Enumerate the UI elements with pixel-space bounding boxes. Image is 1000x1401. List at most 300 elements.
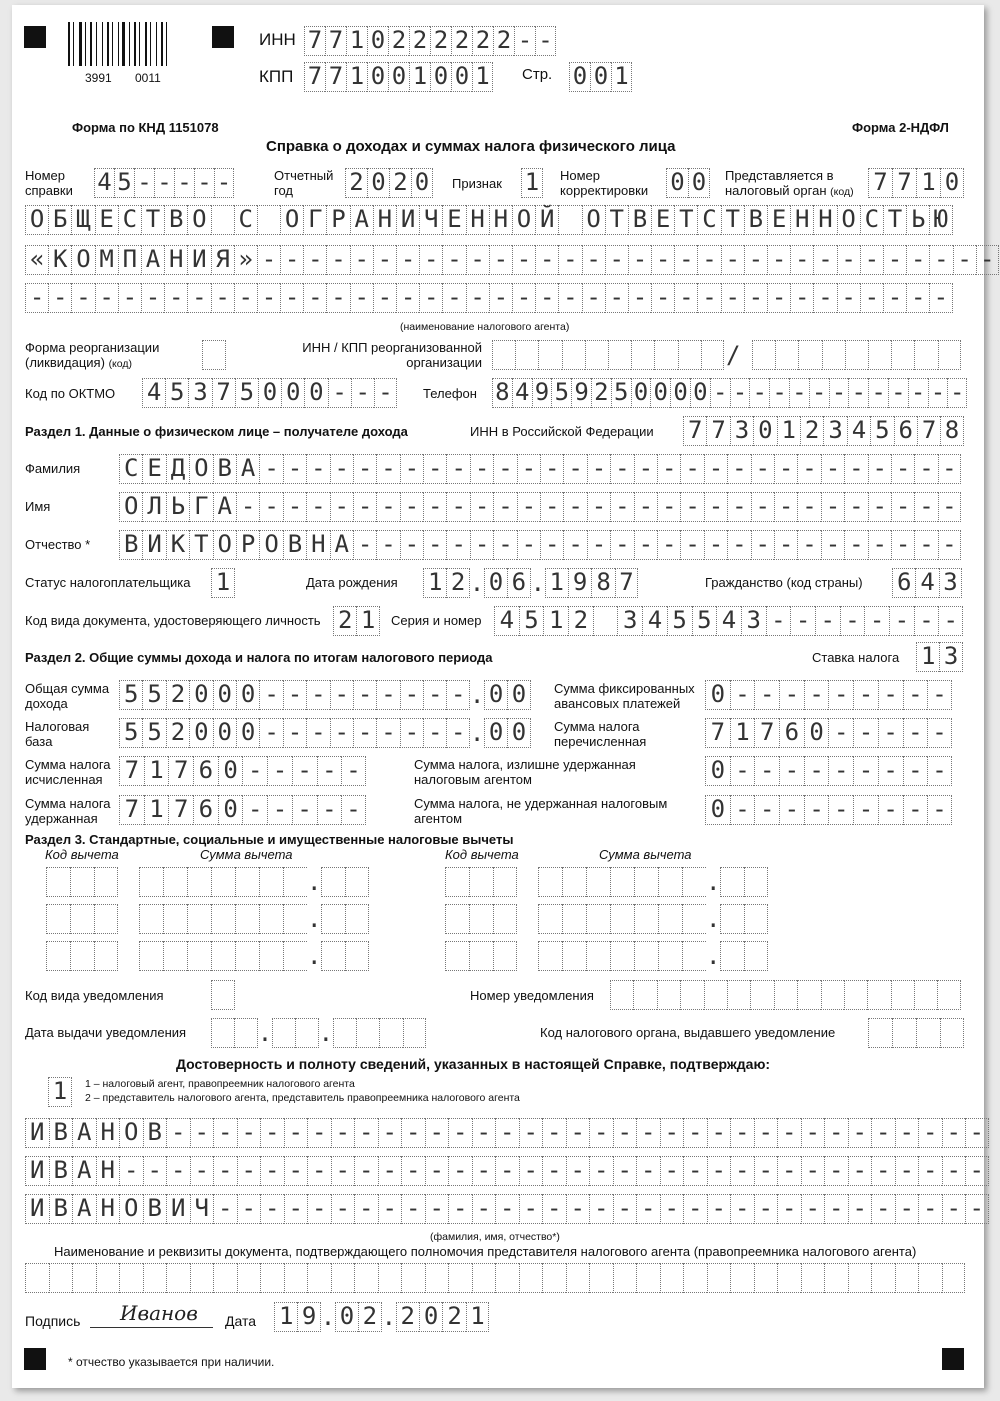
char-cell[interactable]: - xyxy=(446,454,469,484)
char-cell[interactable]: - xyxy=(828,718,853,748)
char-cell[interactable]: - xyxy=(259,492,282,522)
char-cell[interactable]: - xyxy=(844,492,867,522)
char-cell[interactable]: - xyxy=(376,492,399,522)
char-cell[interactable]: Н xyxy=(96,1118,120,1148)
empty-cell[interactable] xyxy=(295,1018,318,1048)
char-cell[interactable]: И xyxy=(166,1194,190,1224)
char-cell[interactable]: - xyxy=(519,1156,543,1186)
char-cell[interactable]: Ч xyxy=(190,1194,214,1224)
char-cell[interactable]: - xyxy=(517,454,540,484)
empty-cell[interactable] xyxy=(727,980,750,1010)
deduction-sum-field[interactable] xyxy=(538,941,768,971)
char-cell[interactable]: П xyxy=(118,245,141,275)
char-cell[interactable]: - xyxy=(674,245,697,275)
char-cell[interactable]: А xyxy=(330,530,353,560)
char-cell[interactable]: - xyxy=(423,530,446,560)
char-cell[interactable]: И xyxy=(187,245,210,275)
char-cell[interactable]: - xyxy=(242,756,267,786)
char-cell[interactable]: - xyxy=(512,283,535,313)
char-cell[interactable]: Ч xyxy=(419,205,442,235)
char-cell[interactable] xyxy=(257,205,280,235)
char-cell[interactable]: 5 xyxy=(611,378,631,408)
char-cell[interactable]: - xyxy=(868,530,891,560)
empty-cell[interactable] xyxy=(211,941,235,971)
char-cell[interactable]: Е xyxy=(142,454,165,484)
char-cell[interactable]: - xyxy=(259,454,282,484)
empty-cell[interactable] xyxy=(658,904,682,934)
char-cell[interactable]: - xyxy=(813,283,836,313)
char-cell[interactable]: 7 xyxy=(119,756,144,786)
char-cell[interactable]: - xyxy=(938,454,961,484)
agent-name-line-1[interactable] xyxy=(25,205,953,235)
char-cell[interactable]: - xyxy=(767,283,790,313)
char-cell[interactable]: - xyxy=(660,1194,684,1224)
char-cell[interactable]: - xyxy=(214,168,234,198)
char-cell[interactable]: 0 xyxy=(507,718,530,748)
char-cell[interactable]: 4 xyxy=(142,378,165,408)
char-cell[interactable]: - xyxy=(542,1194,566,1224)
char-cell[interactable]: 7 xyxy=(706,416,729,446)
empty-cell[interactable] xyxy=(631,340,654,370)
char-cell[interactable]: - xyxy=(828,680,853,710)
char-cell[interactable]: - xyxy=(871,1118,895,1148)
char-cell[interactable]: 0 xyxy=(484,568,507,598)
char-cell[interactable]: О xyxy=(259,530,282,560)
char-cell[interactable]: 4 xyxy=(512,378,532,408)
char-cell[interactable]: - xyxy=(353,454,376,484)
empty-cell[interactable] xyxy=(937,980,960,1010)
char-cell[interactable]: - xyxy=(542,1156,566,1186)
tax-overwithheld-cells[interactable] xyxy=(705,756,952,786)
char-cell[interactable]: - xyxy=(563,530,586,560)
char-cell[interactable]: 7 xyxy=(168,756,193,786)
char-cell[interactable]: В xyxy=(143,1194,167,1224)
empty-cell[interactable] xyxy=(538,340,561,370)
char-cell[interactable]: 1 xyxy=(423,568,446,598)
char-cell[interactable]: - xyxy=(466,283,489,313)
char-cell[interactable]: А xyxy=(213,492,236,522)
char-cell[interactable]: - xyxy=(878,680,903,710)
char-cell[interactable]: - xyxy=(754,795,779,825)
char-cell[interactable]: 0 xyxy=(335,1302,358,1332)
char-cell[interactable]: - xyxy=(790,606,815,636)
char-cell[interactable]: О xyxy=(582,205,605,235)
char-cell[interactable]: В xyxy=(213,454,236,484)
char-cell[interactable]: - xyxy=(914,530,937,560)
char-cell[interactable]: « xyxy=(25,245,48,275)
char-cell[interactable]: - xyxy=(657,492,680,522)
char-cell[interactable]: - xyxy=(448,1118,472,1148)
empty-cell[interactable] xyxy=(585,340,608,370)
char-cell[interactable]: 7 xyxy=(304,26,325,56)
char-cell[interactable]: - xyxy=(378,1194,402,1224)
authority-doc-cells[interactable] xyxy=(25,1263,965,1293)
empty-cell[interactable] xyxy=(139,904,163,934)
empty-cell[interactable] xyxy=(707,1263,731,1293)
empty-cell[interactable] xyxy=(798,340,821,370)
char-cell[interactable]: Н xyxy=(96,1194,120,1224)
char-cell[interactable]: - xyxy=(804,795,829,825)
char-cell[interactable]: Т xyxy=(674,205,697,235)
char-cell[interactable]: - xyxy=(903,795,928,825)
char-cell[interactable]: 2 xyxy=(800,416,823,446)
char-cell[interactable]: - xyxy=(683,1156,707,1186)
char-cell[interactable]: - xyxy=(797,492,820,522)
notice-number-cells[interactable] xyxy=(610,980,961,1010)
empty-cell[interactable] xyxy=(918,1263,942,1293)
char-cell[interactable]: - xyxy=(542,1118,566,1148)
char-cell[interactable]: - xyxy=(190,1118,214,1148)
char-cell[interactable]: - xyxy=(589,1118,613,1148)
empty-cell[interactable] xyxy=(519,1263,543,1293)
empty-cell[interactable] xyxy=(610,941,634,971)
char-cell[interactable]: - xyxy=(674,283,697,313)
char-cell[interactable]: 5 xyxy=(551,378,571,408)
char-cell[interactable]: - xyxy=(883,283,906,313)
char-cell[interactable]: - xyxy=(280,245,303,275)
char-cell[interactable]: - xyxy=(797,454,820,484)
char-cell[interactable]: - xyxy=(330,492,353,522)
deduction-sum-field[interactable] xyxy=(538,904,768,934)
char-cell[interactable]: - xyxy=(824,1194,848,1224)
char-cell[interactable]: - xyxy=(908,378,928,408)
empty-cell[interactable] xyxy=(283,941,307,971)
empty-cell[interactable] xyxy=(259,941,283,971)
char-cell[interactable]: - xyxy=(535,26,556,56)
char-cell[interactable]: - xyxy=(419,283,442,313)
char-cell[interactable]: - xyxy=(373,245,396,275)
empty-cell[interactable] xyxy=(333,1018,356,1048)
char-cell[interactable]: - xyxy=(754,1118,778,1148)
char-cell[interactable]: - xyxy=(519,1194,543,1224)
char-cell[interactable]: - xyxy=(446,680,469,710)
char-cell[interactable]: - xyxy=(25,283,48,313)
first-name-cells[interactable] xyxy=(119,492,961,522)
empty-cell[interactable] xyxy=(538,941,562,971)
char-cell[interactable]: 0 xyxy=(705,795,730,825)
empty-cell[interactable] xyxy=(682,867,706,897)
empty-cell[interactable] xyxy=(610,980,633,1010)
char-cell[interactable]: 5 xyxy=(667,606,692,636)
char-cell[interactable]: - xyxy=(376,454,399,484)
char-cell[interactable]: - xyxy=(493,454,516,484)
char-cell[interactable]: - xyxy=(566,1118,590,1148)
char-cell[interactable]: 1 xyxy=(472,62,493,92)
char-cell[interactable]: - xyxy=(804,756,829,786)
char-cell[interactable]: 0 xyxy=(218,795,243,825)
char-cell[interactable]: - xyxy=(895,1118,919,1148)
char-cell[interactable]: - xyxy=(821,530,844,560)
char-cell[interactable]: 4 xyxy=(642,606,667,636)
char-cell[interactable]: 1 xyxy=(521,168,543,198)
char-cell[interactable]: - xyxy=(610,530,633,560)
char-cell[interactable]: 1 xyxy=(611,62,632,92)
birth-month-cells[interactable] xyxy=(484,568,531,598)
empty-cell[interactable] xyxy=(704,980,727,1010)
char-cell[interactable]: 3 xyxy=(939,568,962,598)
char-cell[interactable]: 1 xyxy=(409,62,430,92)
char-cell[interactable]: - xyxy=(636,1118,660,1148)
char-cell[interactable]: - xyxy=(582,245,605,275)
char-cell[interactable]: - xyxy=(697,245,720,275)
empty-cell[interactable] xyxy=(720,904,744,934)
char-cell[interactable]: 0 xyxy=(670,378,690,408)
empty-cell[interactable] xyxy=(775,340,798,370)
empty-cell[interactable] xyxy=(448,1263,472,1293)
char-cell[interactable]: 2 xyxy=(166,718,189,748)
empty-cell[interactable] xyxy=(166,1263,190,1293)
char-cell[interactable]: - xyxy=(848,1194,872,1224)
char-cell[interactable]: - xyxy=(704,454,727,484)
char-cell[interactable]: - xyxy=(777,1156,801,1186)
char-cell[interactable]: 0 xyxy=(236,680,259,710)
char-cell[interactable]: 2 xyxy=(358,1302,381,1332)
char-cell[interactable]: - xyxy=(903,756,928,786)
empty-cell[interactable] xyxy=(914,980,937,1010)
tax-notwithheld-cells[interactable] xyxy=(705,795,952,825)
char-cell[interactable]: 5 xyxy=(165,378,188,408)
id-doc-cells[interactable] xyxy=(333,606,380,636)
empty-cell[interactable] xyxy=(345,941,369,971)
char-cell[interactable]: - xyxy=(751,530,774,560)
char-cell[interactable]: - xyxy=(918,1194,942,1224)
char-cell[interactable]: - xyxy=(730,795,755,825)
char-cell[interactable]: - xyxy=(373,283,396,313)
char-cell[interactable]: - xyxy=(751,492,774,522)
char-cell[interactable]: Е xyxy=(651,205,674,235)
empty-cell[interactable] xyxy=(260,1263,284,1293)
char-cell[interactable]: - xyxy=(837,245,860,275)
char-cell[interactable]: - xyxy=(942,1118,966,1148)
char-cell[interactable]: - xyxy=(790,283,813,313)
char-cell[interactable]: О xyxy=(119,1194,143,1224)
char-cell[interactable]: 5 xyxy=(519,606,544,636)
empty-cell[interactable] xyxy=(680,980,703,1010)
char-cell[interactable]: 2 xyxy=(409,26,430,56)
char-cell[interactable]: 2 xyxy=(389,168,411,198)
char-cell[interactable]: - xyxy=(634,454,657,484)
char-cell[interactable]: - xyxy=(938,530,961,560)
char-cell[interactable]: Т xyxy=(721,205,744,235)
char-cell[interactable]: 4 xyxy=(94,168,114,198)
char-cell[interactable]: 0 xyxy=(419,1302,442,1332)
char-cell[interactable]: - xyxy=(558,283,581,313)
empty-cell[interactable] xyxy=(916,1018,940,1048)
char-cell[interactable]: - xyxy=(848,1118,872,1148)
char-cell[interactable]: - xyxy=(425,1118,449,1148)
char-cell[interactable]: 2 xyxy=(345,168,367,198)
empty-cell[interactable] xyxy=(914,340,937,370)
empty-cell[interactable] xyxy=(284,1263,308,1293)
empty-cell[interactable] xyxy=(119,1263,143,1293)
char-cell[interactable]: - xyxy=(378,1156,402,1186)
char-cell[interactable]: - xyxy=(824,1118,848,1148)
char-cell[interactable]: 0 xyxy=(367,26,388,56)
char-cell[interactable]: 0 xyxy=(411,168,433,198)
year-cells[interactable] xyxy=(345,168,433,198)
char-cell[interactable]: 9 xyxy=(297,1302,320,1332)
char-cell[interactable]: 7 xyxy=(754,718,779,748)
char-cell[interactable]: И xyxy=(25,1194,49,1224)
empty-cell[interactable] xyxy=(94,867,118,897)
char-cell[interactable]: - xyxy=(519,1118,543,1148)
char-cell[interactable]: - xyxy=(306,718,329,748)
sign-date-field[interactable] xyxy=(274,1302,489,1332)
income-rub-cells[interactable] xyxy=(119,680,470,710)
char-cell[interactable]: - xyxy=(236,492,259,522)
empty-cell[interactable] xyxy=(235,941,259,971)
char-cell[interactable]: - xyxy=(965,1118,989,1148)
tax-withheld-cells[interactable] xyxy=(119,795,366,825)
char-cell[interactable]: - xyxy=(628,283,651,313)
empty-cell[interactable] xyxy=(163,867,187,897)
char-cell[interactable]: - xyxy=(448,1156,472,1186)
confirm-type-cells[interactable] xyxy=(48,1077,72,1107)
char-cell[interactable]: - xyxy=(804,680,829,710)
char-cell[interactable]: 0 xyxy=(367,168,389,198)
kpp-cells[interactable] xyxy=(304,62,493,92)
char-cell[interactable]: Н xyxy=(790,205,813,235)
char-cell[interactable]: 9 xyxy=(532,378,552,408)
char-cell[interactable]: - xyxy=(257,283,280,313)
char-cell[interactable]: 7 xyxy=(615,568,638,598)
char-cell[interactable]: Г xyxy=(189,492,212,522)
char-cell[interactable]: Т xyxy=(883,205,906,235)
char-cell[interactable]: В xyxy=(143,1118,167,1148)
empty-cell[interactable] xyxy=(321,867,345,897)
char-cell[interactable]: - xyxy=(134,168,154,198)
reorg-cells[interactable] xyxy=(202,340,226,370)
empty-cell[interactable] xyxy=(845,340,868,370)
empty-cell[interactable] xyxy=(211,867,235,897)
tax-calculated-cells[interactable] xyxy=(119,756,366,786)
char-cell[interactable]: - xyxy=(353,718,376,748)
citizenship-cells[interactable] xyxy=(892,568,962,598)
char-cell[interactable]: - xyxy=(354,1156,378,1186)
empty-cell[interactable] xyxy=(235,867,259,897)
char-cell[interactable]: - xyxy=(306,492,329,522)
char-cell[interactable]: О xyxy=(512,205,535,235)
char-cell[interactable]: - xyxy=(514,26,535,56)
char-cell[interactable]: 7 xyxy=(168,795,193,825)
char-cell[interactable]: - xyxy=(704,530,727,560)
char-cell[interactable]: - xyxy=(260,1118,284,1148)
char-cell[interactable]: - xyxy=(704,492,727,522)
char-cell[interactable]: - xyxy=(613,1156,637,1186)
char-cell[interactable]: - xyxy=(589,1194,613,1224)
char-cell[interactable]: М xyxy=(95,245,118,275)
char-cell[interactable] xyxy=(593,606,618,636)
reorg-inn-cells[interactable] xyxy=(492,340,724,370)
char-cell[interactable]: - xyxy=(777,1194,801,1224)
char-cell[interactable]: - xyxy=(190,1156,214,1186)
char-cell[interactable]: - xyxy=(903,718,928,748)
char-cell[interactable]: - xyxy=(779,680,804,710)
char-cell[interactable]: - xyxy=(211,283,234,313)
char-cell[interactable]: Н xyxy=(306,530,329,560)
empty-cell[interactable] xyxy=(139,941,163,971)
char-cell[interactable]: 0 xyxy=(569,62,590,92)
char-cell[interactable]: 5 xyxy=(142,718,165,748)
char-cell[interactable]: - xyxy=(558,245,581,275)
char-cell[interactable]: - xyxy=(613,1118,637,1148)
char-cell[interactable]: 7 xyxy=(212,378,235,408)
empty-cell[interactable] xyxy=(187,867,211,897)
char-cell[interactable]: - xyxy=(166,1156,190,1186)
empty-cell[interactable] xyxy=(562,867,586,897)
taxpayer-status-cells[interactable] xyxy=(211,568,235,598)
empty-cell[interactable] xyxy=(445,941,469,971)
empty-cell[interactable] xyxy=(891,340,914,370)
char-cell[interactable]: - xyxy=(164,283,187,313)
empty-cell[interactable] xyxy=(940,1018,964,1048)
empty-cell[interactable] xyxy=(378,1263,402,1293)
char-cell[interactable]: - xyxy=(353,492,376,522)
empty-cell[interactable] xyxy=(354,1263,378,1293)
char-cell[interactable]: - xyxy=(331,1118,355,1148)
empty-cell[interactable] xyxy=(234,1018,257,1048)
char-cell[interactable]: - xyxy=(582,283,605,313)
deduction-code-cells[interactable] xyxy=(46,904,118,934)
empty-cell[interactable] xyxy=(542,1263,566,1293)
char-cell[interactable]: Н xyxy=(164,245,187,275)
char-cell[interactable]: - xyxy=(744,283,767,313)
char-cell[interactable]: - xyxy=(284,1118,308,1148)
char-cell[interactable]: О xyxy=(119,1118,143,1148)
char-cell[interactable]: - xyxy=(680,454,703,484)
empty-cell[interactable] xyxy=(70,867,94,897)
char-cell[interactable]: - xyxy=(801,1194,825,1224)
char-cell[interactable]: - xyxy=(280,283,303,313)
char-cell[interactable]: - xyxy=(801,1156,825,1186)
char-cell[interactable]: - xyxy=(353,680,376,710)
char-cell[interactable]: - xyxy=(563,454,586,484)
income-field[interactable] xyxy=(119,680,531,710)
char-cell[interactable]: С xyxy=(119,454,142,484)
birth-date-field[interactable] xyxy=(423,568,638,598)
char-cell[interactable]: 3 xyxy=(617,606,642,636)
char-cell[interactable]: - xyxy=(540,492,563,522)
char-cell[interactable]: - xyxy=(888,378,908,408)
char-cell[interactable]: - xyxy=(566,1156,590,1186)
char-cell[interactable]: - xyxy=(396,283,419,313)
empty-cell[interactable] xyxy=(586,867,610,897)
notice-type-cells[interactable] xyxy=(211,980,235,1010)
char-cell[interactable]: - xyxy=(540,530,563,560)
series-number-cells[interactable] xyxy=(494,606,963,636)
char-cell[interactable]: - xyxy=(942,1194,966,1224)
char-cell[interactable]: 2 xyxy=(446,568,469,598)
char-cell[interactable] xyxy=(211,205,234,235)
char-cell[interactable]: - xyxy=(766,606,791,636)
char-cell[interactable]: - xyxy=(730,680,755,710)
empty-cell[interactable] xyxy=(70,941,94,971)
notice-year-cells[interactable] xyxy=(333,1018,427,1048)
char-cell[interactable]: И xyxy=(396,205,419,235)
char-cell[interactable]: О xyxy=(189,454,212,484)
char-cell[interactable]: - xyxy=(376,530,399,560)
char-cell[interactable]: - xyxy=(754,1156,778,1186)
char-cell[interactable]: - xyxy=(237,1156,261,1186)
empty-cell[interactable] xyxy=(163,941,187,971)
deduction-sum-field[interactable] xyxy=(538,867,768,897)
char-cell[interactable]: - xyxy=(493,530,516,560)
char-cell[interactable]: С xyxy=(118,205,141,235)
char-cell[interactable]: 3 xyxy=(741,606,766,636)
deduction-sum-field[interactable] xyxy=(139,941,369,971)
char-cell[interactable]: Й xyxy=(535,205,558,235)
char-cell[interactable]: - xyxy=(331,1194,355,1224)
